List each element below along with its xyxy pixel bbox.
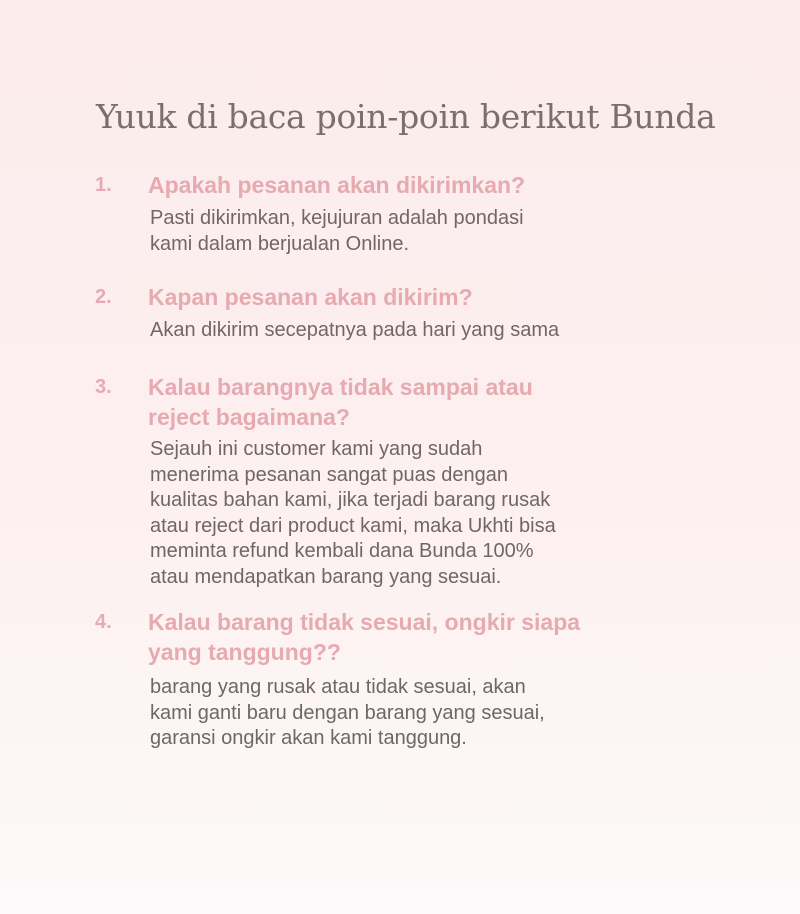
faq-number: 1. [95, 174, 112, 196]
faq-number: 4. [95, 611, 112, 633]
faq-answer: Sejauh ini customer kami yang sudah menerima pesanan sangat puas dengan kualitas bahan kami, jika terjadi barang rusak atau reject dari product kami, maka Ukhti bisa meminta refund kembali dana Bunda 100% atau mendapatkan barang yang sesuai. [150, 438, 556, 588]
faq-question: Apakah pesanan akan dikirimkan? [148, 172, 526, 198]
faq-answer: Akan dikirim secepatnya pada hari yang sama [150, 319, 560, 341]
faq-question: Kalau barang tidak sesuai, ongkir siapa yang tanggung?? [148, 609, 581, 665]
page-title: Yuuk di baca poin-poin berikut Bunda [96, 97, 716, 136]
faq-question: Kalau barangnya tidak sampai atau reject bagaimana? [148, 374, 533, 430]
faq-number: 3. [95, 376, 112, 398]
faq-answer: barang yang rusak atau tidak sesuai, akan kami ganti baru dengan barang yang sesuai, garansi ongkir akan kami tanggung. [150, 676, 545, 749]
faq-answer: Pasti dikirimkan, kejujuran adalah pondasi kami dalam berjualan Online. [150, 207, 524, 255]
faq-number: 2. [95, 286, 112, 308]
faq-question: Kapan pesanan akan dikirim? [148, 284, 473, 310]
